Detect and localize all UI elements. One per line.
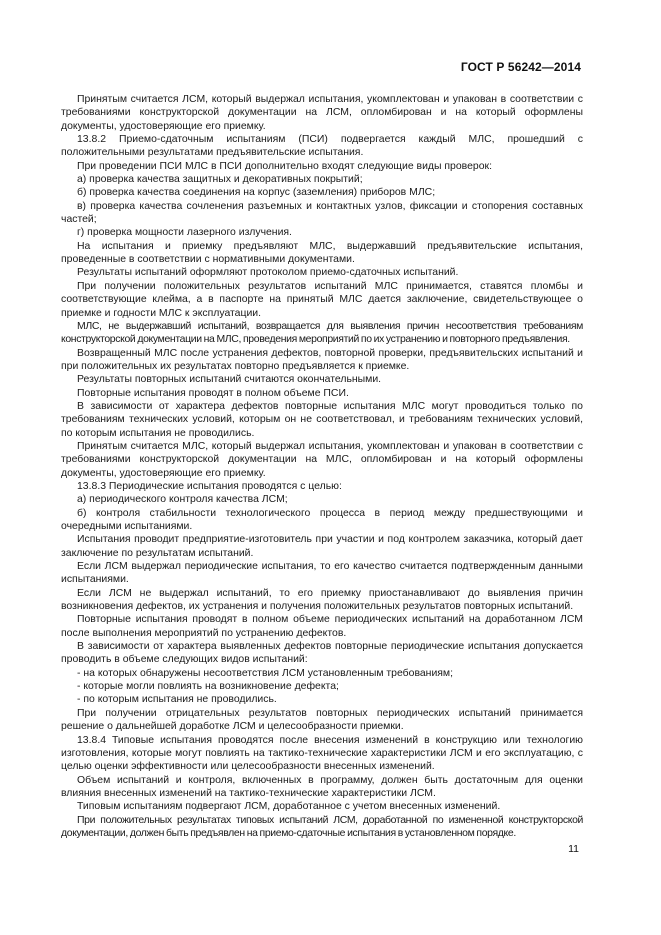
paragraph: Типовым испытаниям подвергают ЛСМ, доработанное с учетом внесенных изменений.: [77, 801, 501, 813]
list-item: - по которым испытания не проводились.: [77, 694, 277, 706]
document-body: [61, 93, 583, 840]
list-item: б) контроля стабильности технологического процесса в период между предшествующими и очередными испытаниями.: [61, 507, 583, 532]
list-item: - которые могли повлиять на возникновение дефекта;: [77, 681, 339, 693]
paragraph: Принятым считается ЛСМ, который выдержал испытания, укомплектован и упакован в соответствии с требованиями конструкторской документации на ЛСМ, опломбирован и на который оформлены документы, удостоверяющие его приемку.: [61, 94, 583, 132]
paragraph: Если ЛСМ выдержал периодические испытания, то его качество считается подтвержденным данными испытаниями.: [61, 561, 583, 586]
paragraph: Испытания проводит предприятие-изготовитель при участии и под контролем заказчика, который дает заключение по результатам испытаний.: [61, 534, 583, 559]
paragraph: Результаты испытаний оформляют протоколом приемо-сдаточных испытаний.: [77, 267, 459, 279]
list-item: б) проверка качества соединения на корпус (заземления) приборов МЛС;: [77, 187, 436, 199]
paragraph: Объем испытаний и контроля, включенных в программу, должен быть достаточным для оценки влияния внесенных изменений на тактико-технические характеристики ЛСМ.: [61, 774, 583, 799]
paragraph: Возвращенный МЛС после устранения дефектов, повторной проверки, предъявительских испытаний и при положительных их результатах повторно предъявляется к приемке.: [61, 347, 583, 372]
paragraph: Повторные испытания проводят в полном объеме периодических испытаний на доработанном ЛСМ после выполнения мероприятий по устранению дефектов.: [61, 614, 583, 639]
paragraph: Принятым считается МЛС, который выдержал испытания, укомплектован и упакован в соответствии с требованиями конструкторской документации на МЛС, опломбирован и на который оформлены документы, удостоверяющие его приемку.: [61, 440, 583, 479]
paragraph: Если ЛСМ не выдержал испытаний, то его приемку приостанавливают до выявления причин возникновения дефектов, их устранения и получения положительных результатов повторных испытаний.: [61, 587, 583, 613]
list-item: в) проверка качества сочленения разъемных и контактных узлов, фиксации и стопорения составных частей;: [61, 200, 583, 226]
paragraph: МЛС, не выдержавший испытаний, возвращается для выявления причин несоответствия требованиям конструкторской документации на МЛС, проведения мероприятий по их устранению и повторного предъявления.: [61, 320, 583, 346]
paragraph: В зависимости от характера дефектов повторные испытания МЛС могут проводиться только по требованиям технических условий, которым он не соответствовал, и требованиям технических условий, по которым испытания не проводились.: [61, 400, 583, 439]
section-13-8-2-paragraph: 13.8.2 Приемо-сдаточным испытаниям (ПСИ) подвергается каждый МЛС, прошедший с положительными результатами предъявительские испытания.: [61, 134, 583, 159]
paragraph: В зависимости от характера выявленных дефектов повторные периодические испытания допускается проводить в объеме следующих видов испытаний:: [61, 641, 583, 666]
list-item: а) проверка качества защитных и декоративных покрытий;: [77, 174, 363, 186]
list-item: г) проверка мощности лазерного излучения.: [77, 227, 292, 239]
paragraph: При получении отрицательных результатов повторных периодических испытаний принимается решение о дальнейшей доработке ЛСМ и целесообразности приемки.: [61, 707, 583, 733]
paragraph: Повторные испытания проводят в полном объеме ПСИ.: [77, 387, 349, 399]
paragraph: На испытания и приемку предъявляют МЛС, выдержавший предъявительские испытания, проведенные в соответствии с нормативными документами.: [61, 240, 583, 266]
section-13-8-4-paragraph: 13.8.4 Типовые испытания проводятся после внесения изменений в конструкцию или технологию изготовления, которые могут повлиять на тактико-технические характеристики ЛСМ и его эксплуатацию, с целью оценки эффективности или целесообразности внесенных изменений.: [61, 734, 583, 773]
paragraph: При проведении ПСИ МЛС в ПСИ дополнительно входят следующие виды проверок:: [77, 160, 492, 172]
paragraph: При получении положительных результатов испытаний МЛС принимается, ставятся пломбы и соответствующие клейма, а в паспорте на принятый МЛС дается заключение, свидетельствующее о приемке и годности МЛС к эксплуатации.: [61, 280, 583, 319]
page-number: 11: [568, 843, 579, 855]
standard-code-header: ГОСТ Р 56242—2014: [460, 60, 581, 74]
list-item: - на которых обнаружены несоответствия ЛСМ установленным требованиям;: [77, 667, 454, 679]
section-13-8-3-paragraph: 13.8.3 Периодические испытания проводятся с целью:: [77, 480, 342, 492]
paragraph: При положительных результатах типовых испытаний ЛСМ, доработанной по измененной конструкторской документации, должен быть предъявлен на приемо-сдаточные испытания в установленном порядке.: [61, 814, 583, 839]
paragraph: Результаты повторных испытаний считаются окончательными.: [77, 374, 382, 386]
list-item: а) периодического контроля качества ЛСМ;: [77, 494, 288, 506]
